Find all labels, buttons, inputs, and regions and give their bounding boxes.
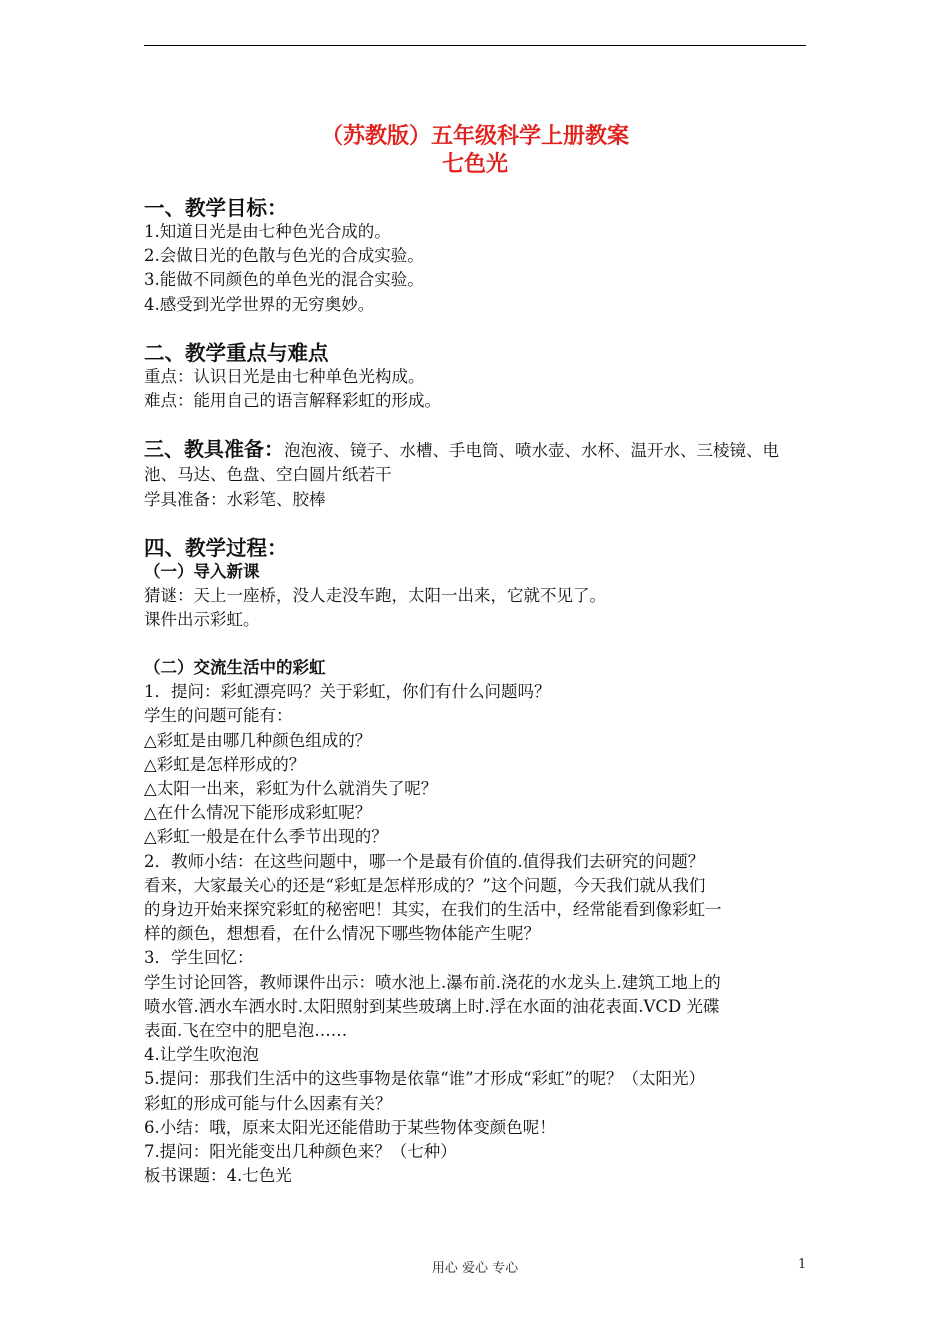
process-line: 彩虹的形成可能与什么因素有关？ [144,1093,392,1113]
page-number: 1 [798,1257,807,1272]
process-line: 4.让学生吹泡泡 [144,1045,259,1065]
keypoint-item: 难点：能用自己的语言解释彩虹的形成。 [144,391,441,411]
materials-text: 泡泡液、镜子、水槽、手电筒、喷水壶、水杯、温开水、三棱镜、电 [284,441,779,461]
process-line: △彩虹是怎样形成的？ [144,754,306,774]
document-subtitle: 七色光 [441,151,508,177]
goal-item: 2.会做日光的色散与色光的合成实验。 [144,246,424,266]
goal-item: 1.知道日光是由七种色光合成的。 [144,222,391,241]
process-line: 3．学生回忆： [144,948,254,968]
section-heading-materials: 三、教具准备： [144,437,284,462]
section-heading-process: 四、教学过程： [144,535,288,560]
student-materials: 学具准备：水彩笔、胶棒 [144,489,326,509]
process-line: 2．教师小结：在这些问题中，哪一个是最有价值的.值得我们去研究的问题？ [144,851,705,871]
page-footer-motto: 用心 爱心 专心 [431,1261,519,1276]
process-line: △在什么情况下能形成彩虹呢？ [144,803,372,823]
process-line: 学生讨论回答，教师课件出示：喷水池上.瀑布前.浇花的水龙头上.建筑工地上的 [144,972,721,992]
document-title: （苏教版）五年级科学上册教案 [320,123,629,149]
process-line: 学生的问题可能有： [144,706,293,726]
process-line: 看来，大家最关心的还是“彩虹是怎样形成的？”这个问题，今天我们就从我们 [144,875,706,895]
subsection-heading-rainbow: （二）交流生活中的彩虹 [144,658,326,678]
process-line: △彩虹是由哪几种颜色组成的？ [144,730,372,750]
materials-line [144,437,809,463]
document-body [144,196,809,1189]
header-rule [144,45,806,46]
materials-line-2: 池、马达、色盘、空白圆片纸若干 [144,465,392,485]
process-line: 7.提问：阳光能变出几种颜色来？（七种） [144,1142,457,1162]
process-line: 猜谜：天上一座桥，没人走没车跑，太阳一出来，它就不见了。 [144,585,606,605]
process-line: 表面.飞在空中的肥皂泡…… [144,1021,348,1041]
process-line: 5.提问：那我们生活中的这些事物是依靠“谁”才形成“彩虹”的呢？（太阳光） [144,1069,705,1089]
section-heading-goals: 一、教学目标： [144,196,288,220]
goal-item: 3.能做不同颜色的单色光的混合实验。 [144,270,424,290]
process-line: 课件出示彩虹。 [144,610,260,630]
process-line: △太阳一出来，彩虹为什么就消失了呢？ [144,779,438,799]
section-heading-keypoints: 二、教学重点与难点 [144,340,329,365]
process-line: 的身边开始来探究彩虹的秘密吧！其实，在我们的生活中，经常能看到像彩虹一 [144,900,722,920]
process-line: 1．提问：彩虹漂亮吗？关于彩虹，你们有什么问题吗？ [144,682,551,702]
process-line: 喷水管.洒水车洒水时.太阳照射到某些玻璃上时.浮在水面的油花表面.VCD 光碟 [144,996,720,1016]
process-line: 样的颜色，想想看，在什么情况下哪些物体能产生呢？ [144,924,540,944]
subsection-heading-intro: （一）导入新课 [144,561,260,581]
process-line: 板书课题：4.七色光 [144,1166,292,1186]
goal-item: 4.感受到光学世界的无穷奥妙。 [144,294,375,314]
process-line: △彩虹一般是在什么季节出现的？ [144,827,388,847]
keypoint-item: 重点：认识日光是由七种单色光构成。 [144,366,425,386]
process-line: 6.小结：哦，原来太阳光还能借助于某些物体变颜色呢！ [144,1117,556,1137]
